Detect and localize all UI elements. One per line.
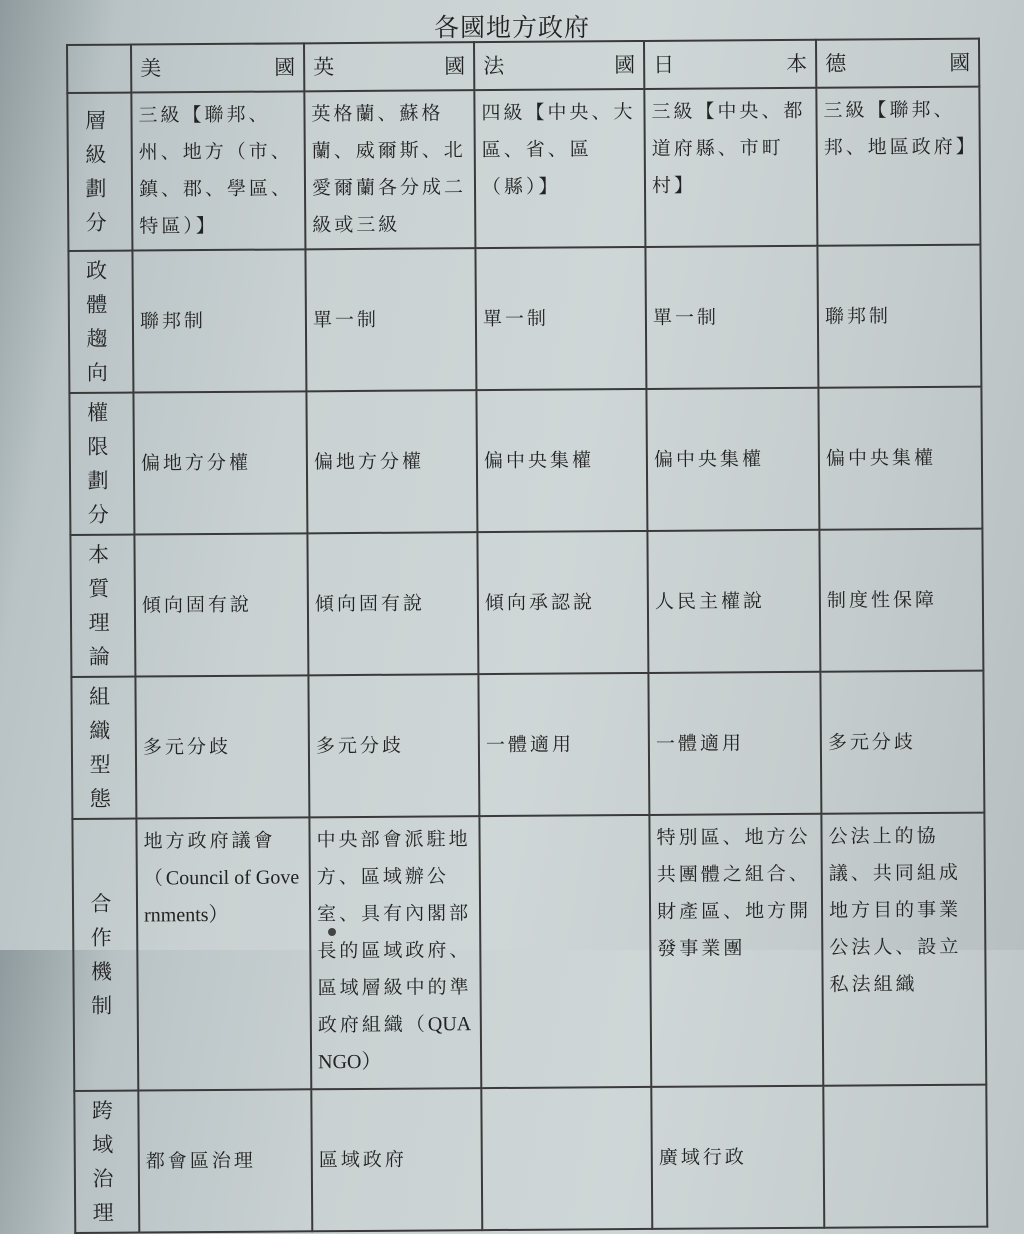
row-label: 層級劃分 — [67, 93, 132, 251]
header-row — [67, 39, 979, 93]
table-cell: 一體適用 — [648, 672, 821, 815]
page-title: 各國地方政府 — [433, 13, 590, 42]
row-label: 政體趨向 — [68, 251, 133, 393]
table-cell: 偏中央集權 — [646, 388, 819, 531]
table-cell: 偏地方分權 — [133, 391, 307, 534]
table-cell: 三級【聯邦、邦、地區政府】 — [816, 87, 980, 246]
ink-blot — [328, 928, 336, 936]
column-header-france: 法 國 — [474, 41, 644, 90]
table-row — [68, 245, 981, 393]
comparison-table — [66, 38, 988, 1234]
table-row — [69, 387, 982, 535]
table-cell — [481, 1087, 652, 1230]
table-cell: 地方政府議會（Council of Governments） — [136, 817, 311, 1090]
table-cell — [823, 1085, 987, 1228]
table-cell: 多元分歧 — [308, 674, 479, 817]
table-cell: 單一制 — [475, 247, 646, 390]
table-cell — [479, 815, 651, 1088]
table-cell: 偏中央集權 — [818, 387, 982, 530]
table-cell: 三級【中央、都道府縣、市町村】 — [644, 88, 817, 247]
column-header-germany: 德 國 — [816, 39, 979, 88]
table-cell: 英格蘭、蘇格蘭、威爾斯、北愛爾蘭各分成二級或三級 — [304, 90, 475, 249]
table-cell: 一體適用 — [478, 673, 649, 816]
table-cell: 多元分歧 — [820, 671, 984, 814]
table-cell: 公法上的協議、共同組成地方目的事業公法人、設立私法組織 — [821, 813, 986, 1086]
row-label: 本質理論 — [70, 535, 135, 677]
table-cell: 都會區治理 — [138, 1089, 312, 1232]
table-cell: 聯邦制 — [132, 249, 306, 392]
table-cell: 偏地方分權 — [306, 390, 477, 533]
table-cell: 傾向固有說 — [307, 532, 478, 675]
table-cell: 三級【聯邦、州、地方（市、鎮、郡、學區、特區）】 — [131, 91, 305, 250]
table-cell: 人民主權說 — [647, 530, 820, 673]
table-cell: 四級【中央、大區、省、區（縣）】 — [474, 89, 645, 248]
table-cell: 制度性保障 — [819, 529, 983, 672]
table-row — [74, 1085, 987, 1233]
table-cell: 單一制 — [645, 246, 818, 389]
table-cell: 傾向承認說 — [477, 531, 648, 674]
table-row — [71, 671, 984, 819]
table-cell: 多元分歧 — [135, 675, 309, 818]
table-cell: 廣域行政 — [651, 1086, 824, 1229]
table-cell: 聯邦制 — [817, 245, 981, 388]
row-label: 合作機制 — [72, 819, 138, 1091]
row-label: 跨域治理 — [74, 1091, 139, 1233]
table-cell: 偏中央集權 — [476, 389, 647, 532]
row-label: 組織型態 — [71, 677, 136, 819]
column-header-usa: 美 國 — [131, 43, 304, 92]
table-row — [72, 813, 986, 1091]
table-cell: 中央部會派駐地方、區域辦公室、具有內閣部長的區域政府、區域層級中的準政府組織（QUANGO） — [309, 816, 481, 1089]
column-header-japan: 日 本 — [644, 40, 816, 89]
table-row — [70, 529, 983, 677]
row-label: 權限劃分 — [69, 393, 134, 535]
table-row — [67, 87, 980, 251]
table-cell: 單一制 — [305, 248, 476, 391]
table-cell: 區域政府 — [311, 1088, 482, 1231]
table-cell: 特別區、地方公共團體之組合、財產區、地方開發事業團 — [649, 814, 823, 1087]
table-cell: 傾向固有說 — [134, 533, 308, 676]
corner-cell — [67, 45, 131, 93]
column-header-uk: 英 國 — [304, 42, 474, 91]
